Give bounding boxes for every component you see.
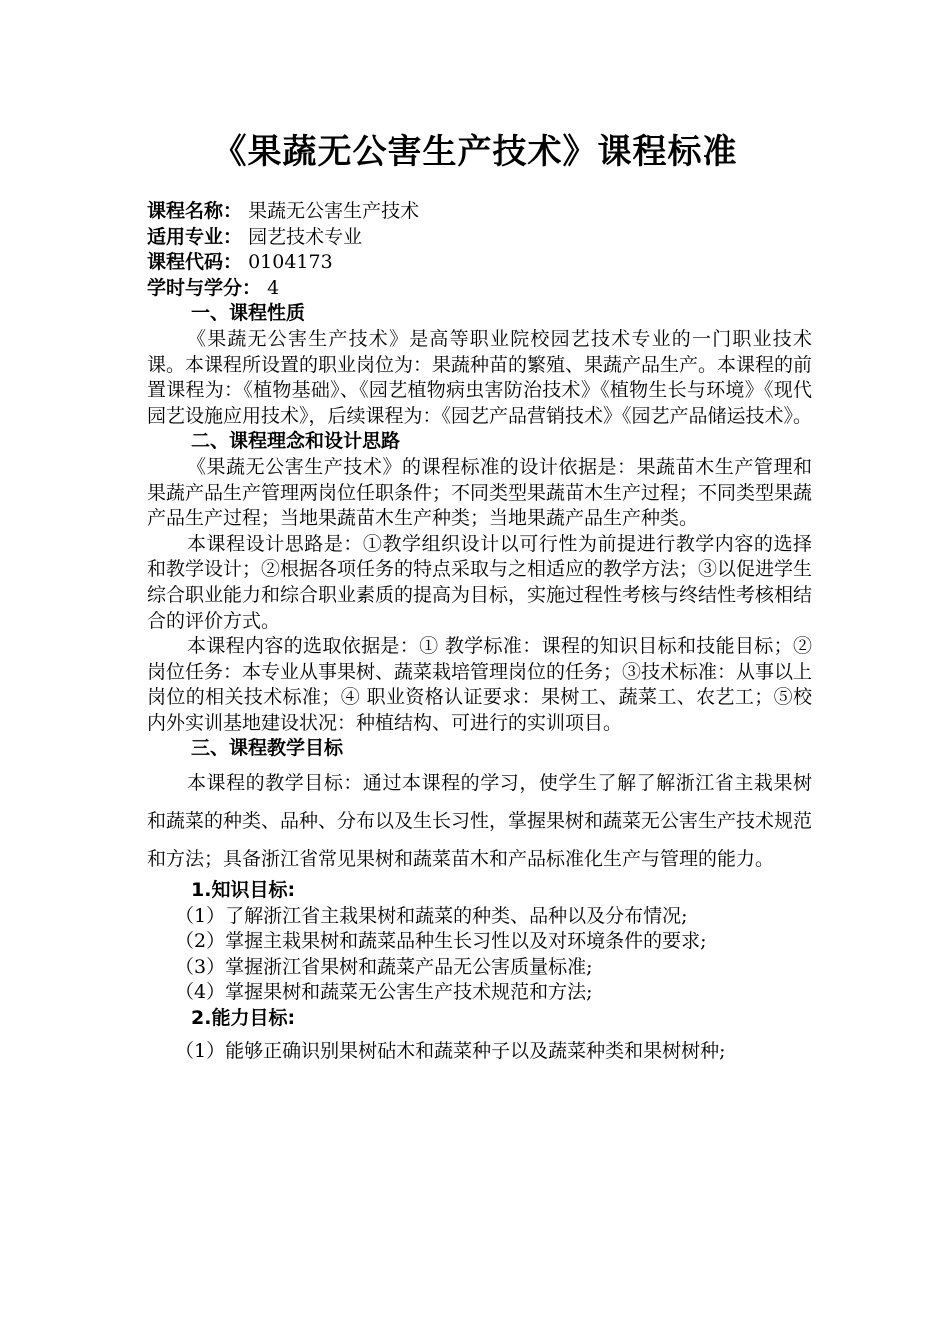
course-code-row <box>147 250 812 276</box>
section-2-paragraph-3: 本课程内容的选取依据是：① 教学标准：课程的知识目标和技能目标；② 岗位任务：本专业从事果树、蔬菜栽培管理岗位的任务；③技术标准：从事以上岗位的相关技术标准；④ 职业资格认证要求：果树工、蔬菜工、农艺工；⑤校内外实训基地建设状况：种植结构、可进行的实训项目。 <box>147 635 813 734</box>
course-code-label: 课程代码： <box>147 251 243 274</box>
course-credit-row <box>147 276 812 302</box>
course-major-value: 园艺技术专业 <box>248 225 363 248</box>
course-major-label: 适用专业： <box>147 225 243 248</box>
section-2-heading: 二、课程理念和设计思路 <box>191 430 401 453</box>
course-name-row <box>147 199 812 225</box>
ability-goal-item: （1）能够正确识别果树砧木和蔬菜种子以及蔬菜种类和果树树种; <box>175 1039 726 1062</box>
ability-goals-heading: 2.能力目标: <box>191 1007 296 1030</box>
section-2-paragraph-2: 本课程设计思路是：①教学组织设计以可行性为前提进行教学内容的选择和教学设计；②根据各项任务的特点采取与之相适应的教学方法；③以促进学生综合职业能力和综合职业素质的提高为目标，实施过程性考核与终结性考核相结合的评价方式。 <box>147 532 813 632</box>
section-2-paragraph-1: 《果蔬无公害生产技术》的课程标准的设计依据是：果蔬苗木生产管理和果蔬产品生产管理两岗位任职条件；不同类型果蔬苗木生产过程；不同类型果蔬产品生产过程；当地果蔬苗木生产种类；当地果蔬产品生产种类。 <box>147 455 813 530</box>
knowledge-goals-heading: 1.知识目标: <box>191 879 296 902</box>
section-3-paragraph: 本课程的教学目标：通过本课程的学习，使学生了解了解浙江省主栽果树和蔬菜的种类、品种、分布以及生长习性，掌握果树和蔬菜无公害生产技术规范和方法；具备浙江省常见果树和蔬菜苗木和产品标准化生产与管理的能力。 <box>147 772 813 871</box>
knowledge-goal-item: （3）掌握浙江省果树和蔬菜产品无公害质量标准; <box>175 955 593 978</box>
knowledge-goal-item: （1）了解浙江省主栽果树和蔬菜的种类、品种以及分布情况; <box>175 904 688 927</box>
knowledge-goal-item: （2）掌握主栽果树和蔬菜品种生长习性以及对环境条件的要求; <box>175 930 707 953</box>
course-code-value: 0104173 <box>248 251 333 274</box>
course-name-value: 果蔬无公害生产技术 <box>248 200 420 222</box>
section-1-heading: 一、课程性质 <box>191 302 306 325</box>
knowledge-goal-item: （4）掌握果树和蔬菜无公害生产技术规范和方法; <box>175 981 593 1004</box>
course-credit-value: 4 <box>267 276 280 299</box>
document-title: 《果蔬无公害生产技术》课程标准 <box>212 132 738 172</box>
section-1-paragraph: 《果蔬无公害生产技术》是高等职业院校园艺技术专业的一门职业技术课。本课程所设置的职业岗位为：果蔬种苗的繁殖、果蔬产品生产。本课程的前置课程为：《植物基础》、《园艺植物病虫害防治技术》《植物生长与环境》《现代园艺设施应用技术》，后续课程为：《园艺产品营销技术》《园艺产品储运技术》。 <box>147 327 813 427</box>
section-3-heading: 三、课程教学目标 <box>191 737 344 760</box>
course-credit-label: 学时与学分： <box>147 276 262 299</box>
course-name-label: 课程名称： <box>147 200 243 222</box>
course-major-row <box>147 225 812 251</box>
document-body <box>147 199 812 1070</box>
